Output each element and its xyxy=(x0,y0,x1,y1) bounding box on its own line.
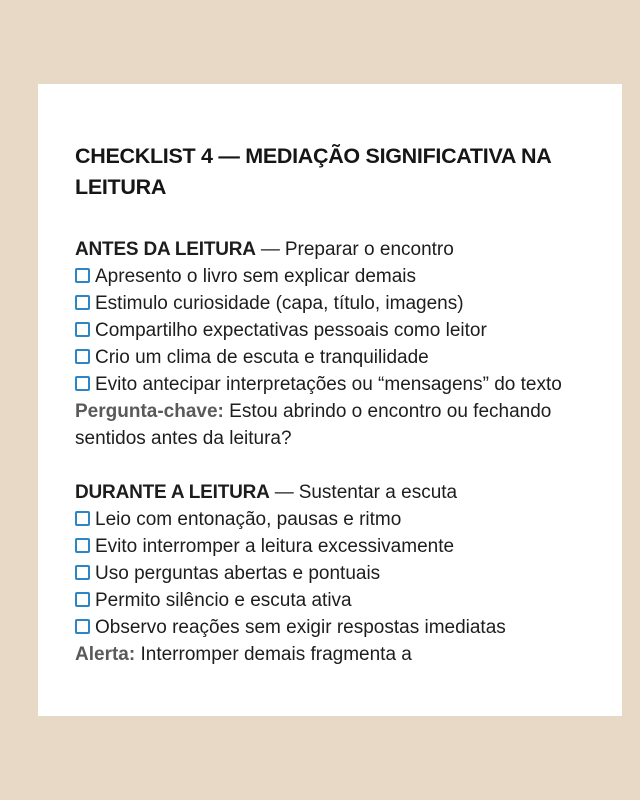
section-dash: — xyxy=(260,239,280,260)
checklist-item-text: Uso perguntas abertas e pontuais xyxy=(95,563,381,584)
checkbox-empty-icon[interactable] xyxy=(75,538,90,553)
checklist-item xyxy=(75,587,595,614)
checkbox-empty-icon[interactable] xyxy=(75,376,90,391)
section-heading xyxy=(75,479,595,506)
checklist-item-text: Compartilho expectativas pessoais como leitor xyxy=(95,320,487,341)
key-question-label: Pergunta-chave: xyxy=(75,401,224,422)
section-label: DURANTE A LEITURA xyxy=(75,482,270,503)
checklist-item xyxy=(75,344,595,371)
checklist-item-text: Crio um clima de escuta e tranquilidade xyxy=(95,347,429,368)
checklist-item-text: Evito antecipar interpretações ou “mensagens” do texto xyxy=(95,374,562,395)
checklist-item-text: Apresento o livro sem explicar demais xyxy=(95,266,417,287)
checklist-item xyxy=(75,263,595,290)
key-question xyxy=(75,398,595,452)
section-subtitle: Preparar o encontro xyxy=(284,239,454,260)
document-card xyxy=(38,84,622,716)
checklist-item xyxy=(75,533,595,560)
checklist-item xyxy=(75,560,595,587)
checklist-item xyxy=(75,371,595,398)
checklist-title: CHECKLIST 4 — MEDIAÇÃO SIGNIFICATIVA NA LEITURA xyxy=(75,144,551,199)
document-content xyxy=(75,141,595,668)
alert-note xyxy=(75,641,595,668)
checkbox-empty-icon[interactable] xyxy=(75,322,90,337)
checkbox-empty-icon[interactable] xyxy=(75,565,90,580)
section-heading xyxy=(75,236,595,263)
checklist-item-text: Evito interromper a leitura excessivamente xyxy=(95,536,455,557)
alert-text: Interromper demais fragmenta a xyxy=(140,644,412,665)
checklist-item-text: Observo reações sem exigir respostas imediatas xyxy=(95,617,506,638)
section-subtitle: Sustentar a escuta xyxy=(298,482,458,503)
section-label: ANTES DA LEITURA xyxy=(75,239,256,260)
checkbox-empty-icon[interactable] xyxy=(75,295,90,310)
checklist-item xyxy=(75,506,595,533)
checklist-item-text: Leio com entonação, pausas e ritmo xyxy=(95,509,402,530)
key-question-text: Estou abrindo o encontro ou fechando sentidos antes da leitura? xyxy=(75,401,552,449)
checklist-item xyxy=(75,317,595,344)
section-antes-da-leitura xyxy=(75,236,595,452)
checkbox-empty-icon[interactable] xyxy=(75,511,90,526)
checklist-item-text: Estimulo curiosidade (capa, título, imagens) xyxy=(95,293,464,314)
checkbox-empty-icon[interactable] xyxy=(75,619,90,634)
checklist-item xyxy=(75,614,595,641)
checkbox-empty-icon[interactable] xyxy=(75,349,90,364)
section-dash: — xyxy=(274,482,294,503)
checklist-item-text: Permito silêncio e escuta ativa xyxy=(95,590,352,611)
checkbox-empty-icon[interactable] xyxy=(75,592,90,607)
checkbox-empty-icon[interactable] xyxy=(75,268,90,283)
checklist-item xyxy=(75,290,595,317)
section-durante-a-leitura xyxy=(75,479,595,668)
alert-label: Alerta: xyxy=(75,644,136,665)
